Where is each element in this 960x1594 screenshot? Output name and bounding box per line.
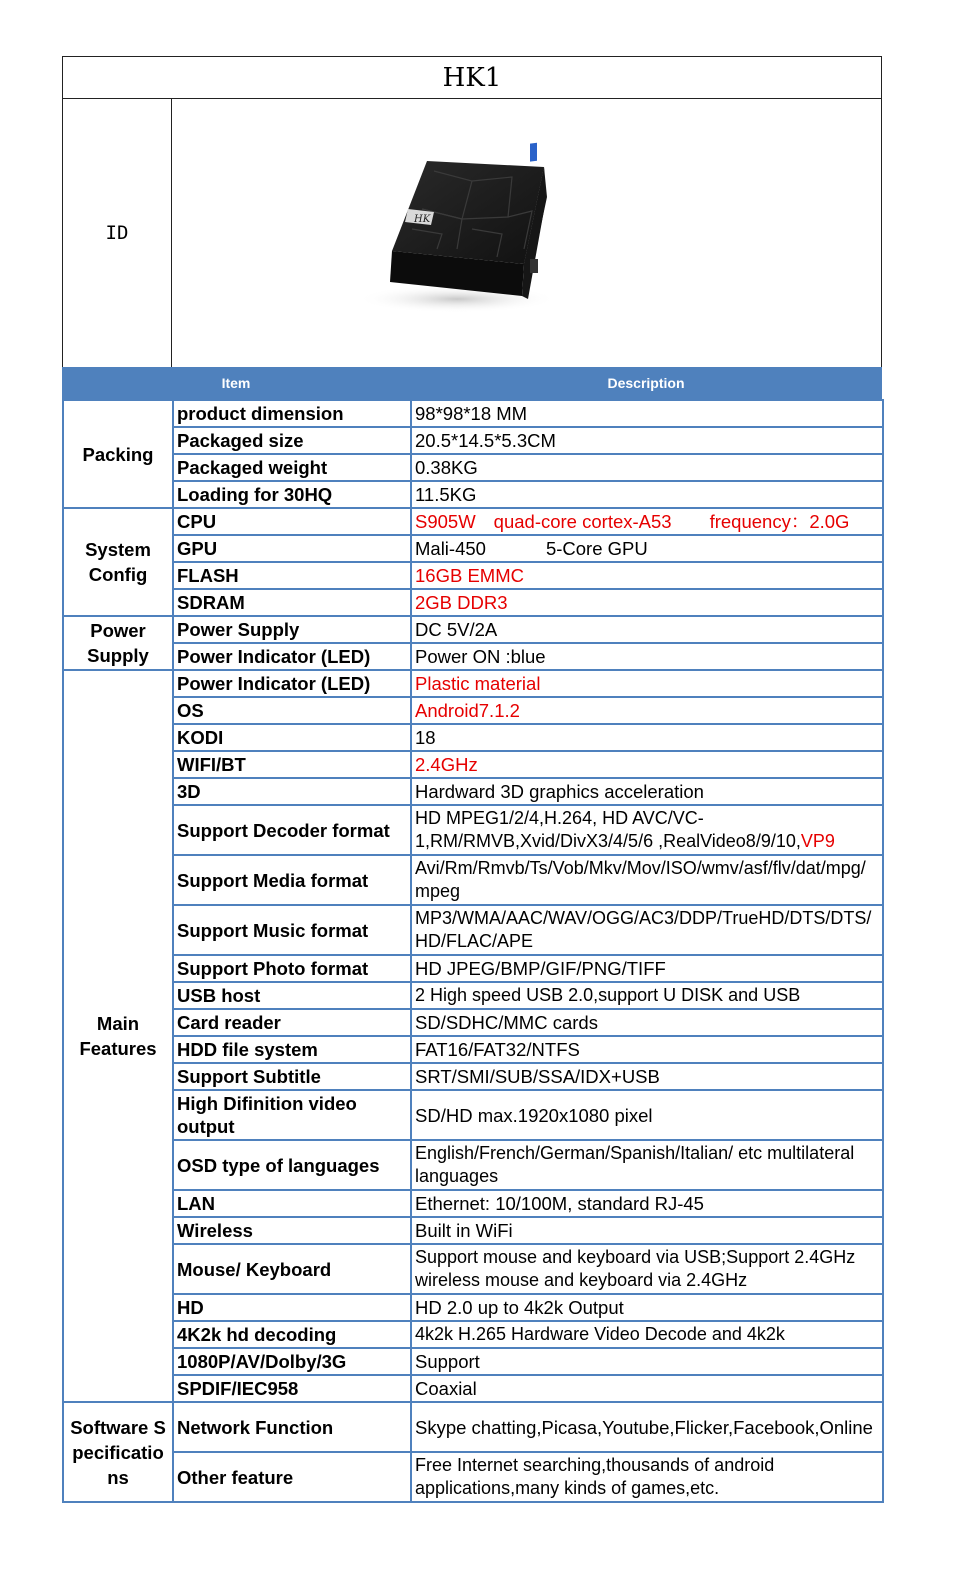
item-value: Built in WiFi (411, 1217, 883, 1244)
table-row (63, 1190, 883, 1217)
item-label: OS (173, 697, 411, 724)
item-value: Free Internet searching,thousands of android applications,many kinds of games,etc. (411, 1452, 883, 1502)
item-label: HD (173, 1294, 411, 1321)
item-label: HDD file system (173, 1036, 411, 1063)
item-label: FLASH (173, 562, 411, 589)
cpu-cores: quad-core cortex-A53 (493, 511, 672, 532)
item-label: Support Media format (173, 855, 411, 905)
item-value: SD/HD max.1920x1080 pixel (411, 1090, 883, 1140)
table-row (63, 1009, 883, 1036)
cpu-model: S905W (415, 511, 476, 532)
table-row (63, 1036, 883, 1063)
table-header (62, 367, 882, 399)
spec-sheet (62, 56, 882, 1503)
table-row (63, 1217, 883, 1244)
gpu-cores: 5-Core GPU (545, 538, 648, 559)
table-row (63, 481, 883, 508)
table-row (63, 643, 883, 670)
item-label: Support Music format (173, 905, 411, 955)
table-row (63, 1294, 883, 1321)
item-label: 3D (173, 778, 411, 805)
item-label: SDRAM (173, 589, 411, 616)
decoder-vp9: VP9 (800, 831, 835, 851)
item-value: English/French/German/Spanish/Italian/ etc multilateral languages (411, 1140, 883, 1190)
item-label: Support Photo format (173, 955, 411, 982)
item-value: Avi/Rm/Rmvb/Ts/Vob/Mkv/Mov/ISO/wmv/asf/flv/dat/mpg/mpeg (411, 855, 883, 905)
table-row (63, 1063, 883, 1090)
item-label: OSD type of languages (173, 1140, 411, 1190)
item-value: Coaxial (411, 1375, 883, 1402)
table-row (63, 400, 883, 427)
product-image (172, 99, 881, 367)
id-row (63, 99, 881, 367)
table-row (63, 1090, 883, 1140)
table-row (63, 616, 883, 643)
item-label: LAN (173, 1190, 411, 1217)
item-value-gpu (411, 535, 883, 562)
decoder-formats: HD MPEG1/2/4,H.264, HD AVC/VC-1,RM/RMVB,Xvid/DivX3/4/5/6 ,RealVideo8/9/10, (415, 808, 801, 851)
item-label: Mouse/ Keyboard (173, 1244, 411, 1294)
item-label: High Difinition video output (173, 1090, 411, 1140)
item-value: SRT/SMI/SUB/SSA/IDX+USB (411, 1063, 883, 1090)
item-label: Power Supply (173, 616, 411, 643)
item-value: 16GB EMMC (411, 562, 883, 589)
group-label-power-supply: Power Supply (63, 616, 173, 670)
table-row (63, 562, 883, 589)
table-row (63, 508, 883, 535)
item-label: Loading for 30HQ (173, 481, 411, 508)
item-value: 2.4GHz (411, 751, 883, 778)
product-title: HK1 (63, 57, 881, 99)
table-row (63, 1244, 883, 1294)
item-value: Support (411, 1348, 883, 1375)
item-value: 0.38KG (411, 454, 883, 481)
table-row (63, 1140, 883, 1190)
table-row (63, 697, 883, 724)
item-value: HD JPEG/BMP/GIF/PNG/TIFF (411, 955, 883, 982)
item-label: Packaged size (173, 427, 411, 454)
gpu-model: Mali-450 (415, 538, 486, 559)
table-row (63, 778, 883, 805)
header-item: Item (221, 375, 251, 391)
item-label: CPU (173, 508, 411, 535)
table-row (63, 1402, 883, 1452)
tv-box-illustration (172, 99, 881, 367)
group-label-system-config: System Config (63, 508, 173, 616)
item-value-cpu (411, 508, 883, 535)
id-label: ID (63, 99, 172, 367)
item-label: Power Indicator (LED) (173, 670, 411, 697)
table-row (63, 1321, 883, 1348)
group-label-packing: Packing (63, 400, 173, 508)
group-label-main-features: Main Features (63, 670, 173, 1402)
item-value: 2 High speed USB 2.0,support U DISK and USB (411, 982, 883, 1009)
item-value: 2GB DDR3 (411, 589, 883, 616)
table-row (63, 589, 883, 616)
group-label-software-specifications: Software Specifications (63, 1402, 173, 1502)
hk-logo-text: HK (414, 214, 431, 225)
item-label: USB host (173, 982, 411, 1009)
table-row (63, 670, 883, 697)
item-label: Support Subtitle (173, 1063, 411, 1090)
item-label: 1080P/AV/Dolby/3G (173, 1348, 411, 1375)
item-value: SD/SDHC/MMC cards (411, 1009, 883, 1036)
item-label: KODI (173, 724, 411, 751)
table-row (63, 955, 883, 982)
cpu-frequency: frequency：2.0G (709, 511, 850, 532)
item-value: 20.5*14.5*5.3CM (411, 427, 883, 454)
table-row (63, 535, 883, 562)
item-label: Wireless (173, 1217, 411, 1244)
item-label: GPU (173, 535, 411, 562)
table-row (63, 905, 883, 955)
table-row (63, 1348, 883, 1375)
item-value: 11.5KG (411, 481, 883, 508)
table-row (63, 805, 883, 855)
item-value: Ethernet: 10/100M, standard RJ-45 (411, 1190, 883, 1217)
item-label: Power Indicator (LED) (173, 643, 411, 670)
table-row (63, 454, 883, 481)
item-value: HD 2.0 up to 4k2k Output (411, 1294, 883, 1321)
item-value: 18 (411, 724, 883, 751)
item-value: DC 5V/2A (411, 616, 883, 643)
table-row (63, 751, 883, 778)
item-value: MP3/WMA/AAC/WAV/OGG/AC3/DDP/TrueHD/DTS/DTS/HD/FLAC/APE (411, 905, 883, 955)
table-row (63, 427, 883, 454)
item-label: Support Decoder format (173, 805, 411, 855)
item-value: Skype chatting,Picasa,Youtube,Flicker,Facebook,Online (411, 1402, 883, 1452)
item-label: Network Function (173, 1402, 411, 1452)
item-label: product dimension (173, 400, 411, 427)
header-description: Description (607, 375, 685, 391)
table-row (63, 1375, 883, 1402)
table-row (63, 855, 883, 905)
item-value: Hardward 3D graphics acceleration (411, 778, 883, 805)
item-value: 98*98*18 MM (411, 400, 883, 427)
item-value-decoder (411, 805, 883, 855)
table-row (63, 982, 883, 1009)
item-value: Android7.1.2 (411, 697, 883, 724)
spec-table (62, 399, 884, 1503)
item-value: Support mouse and keyboard via USB;Support 2.4GHz wireless mouse and keyboard via 2.4GHz (411, 1244, 883, 1294)
table-row (63, 1452, 883, 1502)
item-value: 4k2k H.265 Hardware Video Decode and 4k2k (411, 1321, 883, 1348)
item-label: Other feature (173, 1452, 411, 1502)
table-row (63, 724, 883, 751)
item-value: Power ON :blue (411, 643, 883, 670)
item-label: 4K2k hd decoding (173, 1321, 411, 1348)
item-value: FAT16/FAT32/NTFS (411, 1036, 883, 1063)
item-label: WIFI/BT (173, 751, 411, 778)
item-label: Card reader (173, 1009, 411, 1036)
item-label: SPDIF/IEC958 (173, 1375, 411, 1402)
item-label: Packaged weight (173, 454, 411, 481)
item-value: Plastic material (411, 670, 883, 697)
sheet-header (62, 56, 882, 367)
